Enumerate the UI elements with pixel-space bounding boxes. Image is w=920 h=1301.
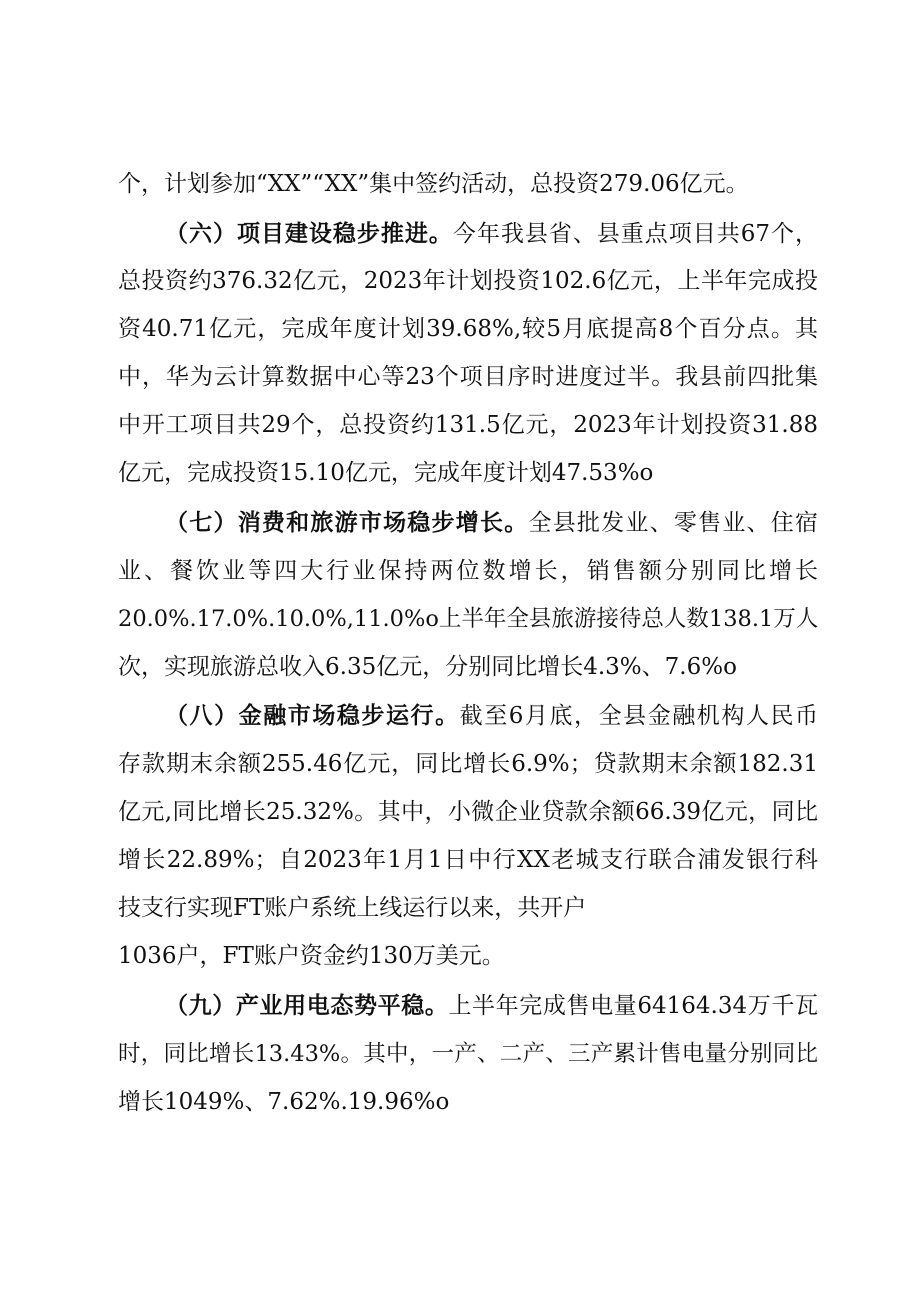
paragraph-line: 中开工项目共29个，总投资约131.5亿元，2023年计划投资31.88 (118, 412, 818, 438)
paragraph-line: 存款期末余额255.46亿元，同比增长6.9%；贷款期末余额182.31 (118, 751, 818, 777)
section-heading-7: （七）消费和旅游市场稳步增长。 (165, 510, 529, 536)
section-heading-9: （九）产业用电态势平稳。 (165, 993, 449, 1019)
paragraph-line: 技支行实现FT账户系统上线运行以来，共开户 (118, 895, 587, 921)
paragraph-line: 增长1049%、7.62%.19.96%o (118, 1089, 450, 1115)
section-heading-6: （六）项目建设稳步推进。 (165, 221, 453, 247)
paragraph-line: 时，同比增长13.43%。其中，一产、二产、三产累计售电量分别同比 (118, 1041, 818, 1067)
paragraph-text: 截至6月底，全县金融机构人民币 (459, 703, 818, 729)
paragraph-line: 总投资约376.32亿元，2023年计划投资102.6亿元，上半年完成投 (118, 268, 818, 294)
paragraph-line: 亿元,同比增长25.32%。其中，小微企业贷款余额66.39亿元，同比 (118, 799, 818, 825)
paragraph-first-line (165, 700, 818, 732)
paragraph-first-line (165, 507, 818, 539)
paragraph-line: 增长22.89%；自2023年1月1日中行XX老城支行联合浦发银行科 (118, 847, 818, 873)
paragraph-line: 次，实现旅游总收入6.35亿元，分别同比增长4.3%、7.6%o (118, 654, 737, 680)
paragraph-line: 20.0%.17.0%.10.0%,11.0%o上半年全县旅游接待总人数138.1万人 (118, 606, 818, 632)
paragraph-line: 个，计划参加“XX”“XX”集中签约活动，总投资279.06亿元。 (118, 171, 749, 197)
paragraph-line: 1036户，FT账户资金约130万美元。 (118, 943, 505, 969)
paragraph-line: 亿元，完成投资15.10亿元，完成年度计划47.53%o (118, 460, 654, 486)
paragraph-first-line (165, 990, 818, 1022)
paragraph-line: 业、餐饮业等四大行业保持两位数增长，销售额分别同比增长 (118, 558, 818, 584)
paragraph-line: 资40.71亿元，完成年度计划39.68%,较5月底提高8个百分点。其 (118, 316, 818, 342)
paragraph-text: 上半年完成售电量64164.34万千瓦 (448, 993, 818, 1019)
paragraph-line: 中，华为云计算数据中心等23个项目序时进度过半。我县前四批集 (118, 364, 818, 390)
paragraph-text: 今年我县省、县重点项目共67个， (452, 221, 818, 247)
paragraph-text: 全县批发业、零售业、住宿 (528, 510, 818, 536)
section-heading-8: （八）金融市场稳步运行。 (165, 703, 460, 729)
paragraph-first-line (165, 218, 818, 250)
